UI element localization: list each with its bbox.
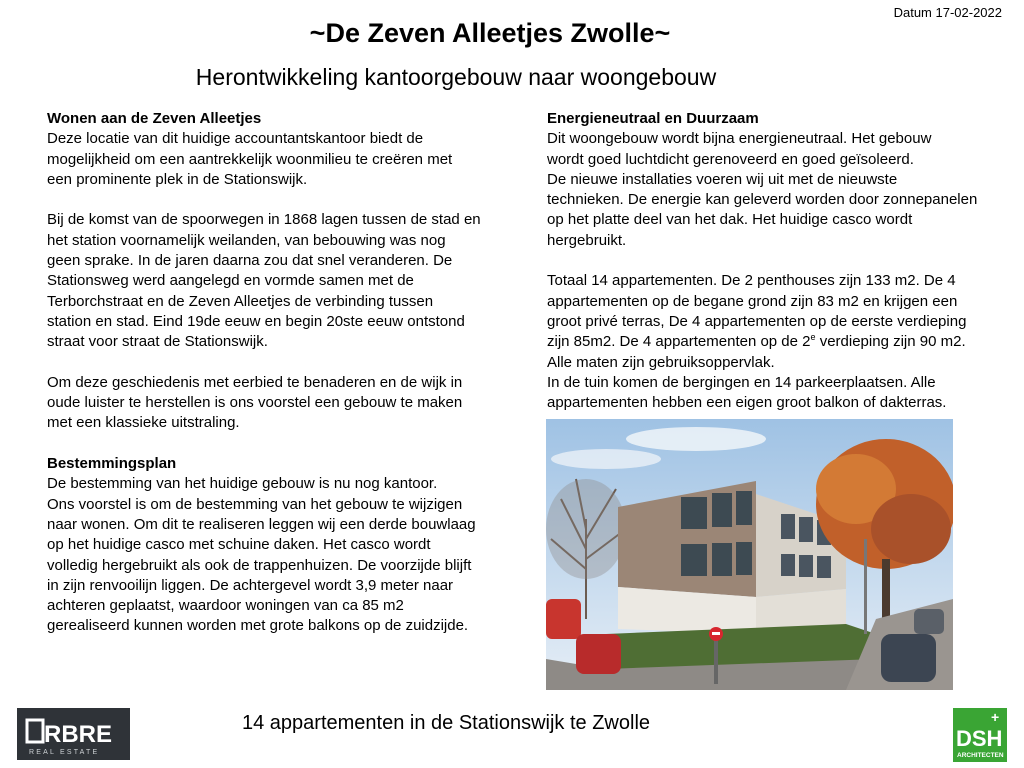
superscript: e — [810, 332, 816, 343]
rbre-logo — [17, 708, 130, 760]
text-line: mogelijkheid om een aantrekkelijk woonmilieu te creëren met — [47, 150, 453, 168]
text-line: gerealiseerd kunnen worden met grote balkons op de zuidzijde. — [47, 617, 469, 635]
logo-text: RBRE — [44, 721, 113, 748]
text-line: Totaal 14 appartementen. De 2 penthouses zijn 133 m2. De 4 — [547, 272, 956, 290]
building-photo — [546, 419, 953, 690]
text-line: station en stad. Eind 19de eeuw en begin 20ste eeuw ontstond — [47, 312, 465, 330]
logo-plus: + — [991, 709, 1000, 725]
text-line: wordt goed luchtdicht gerenoveerd en goed geïsoleerd. — [547, 150, 914, 168]
section-energie — [547, 109, 1003, 251]
dsh-architecten-logo — [953, 708, 1007, 762]
text-line: technieken. De energie kan geleverd worden door zonnepanelen — [547, 191, 978, 209]
text-fragment: zijn 85m2. De 4 appartementen op de 2 — [547, 333, 811, 351]
right-column — [547, 109, 1003, 434]
section-bestemmingsplan — [47, 454, 509, 637]
left-column — [47, 109, 509, 657]
page-title: ~De Zeven Alleetjes Zwolle~ — [309, 18, 671, 48]
footer-caption: 14 appartementen in de Stationswijk te Zwolle — [242, 712, 651, 734]
section-heading: Wonen aan de Zeven Alleetjes — [47, 110, 262, 127]
logo-subtext: ARCHITECTEN — [957, 752, 1004, 759]
text-line: naar wonen. Om dit te realiseren leggen wij een derde bouwlaag — [47, 515, 476, 533]
text-line: een prominente plek in de Stationswijk. — [47, 170, 308, 188]
text-line: De bestemming van het huidige gebouw is nu nog kantoor. — [47, 475, 438, 493]
page-subtitle: Herontwikkeling kantoorgebouw naar woongebouw — [195, 64, 717, 90]
section-heading: Bestemmingsplan — [47, 455, 177, 473]
text-line: achteren geplaatst, waardoor woningen van ca 85 m2 — [47, 597, 404, 615]
text-line: straat voor straat de Stationswijk. — [47, 333, 268, 351]
text-fragment: verdieping zijn 90 m2. — [815, 333, 966, 351]
logo-text: DSH — [956, 726, 1003, 751]
text-line: volledig hergebruikt als ook de trappenhuizen. De voorzijde blijft — [47, 556, 472, 574]
text-line: Terborchstraat en de Zeven Alleetjes de verbinding tussen — [47, 292, 434, 310]
logo-subtext: REAL ESTATE — [29, 749, 100, 756]
date-label: Datum 17-02-2022 — [893, 5, 1002, 20]
text-line: In de tuin komen de bergingen en 14 parkeerplaatsen. Alle — [547, 373, 936, 391]
text-line: appartementen op de begane grond zijn 83 m2 en krijgen een — [547, 292, 958, 310]
paragraph-proposal — [47, 373, 509, 434]
text-line: het station voornamelijk weilanden, van bebouwing was nog — [47, 231, 446, 249]
text-line: Deze locatie van dit huidige accountantskantoor biedt de — [47, 130, 424, 148]
section-wonen — [47, 109, 509, 190]
paragraph-history — [47, 210, 509, 352]
text-line: op het huidige casco met schuine daken. Het casco wordt — [47, 536, 431, 554]
text-line: met een klassieke uitstraling. — [47, 414, 240, 432]
text-line: appartementen hebben een eigen groot balkon of dakterras. — [547, 394, 947, 412]
text-line: Om deze geschiedenis met eerbied te benaderen en de wijk in — [47, 373, 463, 391]
text-line: groot privé terras, De 4 appartementen op de eerste verdieping — [547, 312, 967, 330]
text-line: Alle maten zijn gebruiksoppervlak. — [547, 353, 775, 371]
text-line: Ons voorstel is om de bestemming van het gebouw te wijzigen — [47, 495, 463, 513]
text-line: in zijn renvooilijn liggen. De achtergevel wordt 3,9 meter naar — [47, 576, 454, 594]
text-line: Stationsweg werd aangelegd en vormde samen met de — [47, 272, 414, 290]
text-line: Dit woongebouw wordt bijna energieneutraal. Het gebouw — [547, 130, 932, 148]
text-line: op het platte deel van het dak. Het huidige casco wordt — [547, 211, 913, 229]
paragraph-apartments — [547, 271, 1003, 413]
text-line — [547, 332, 1003, 352]
text-line: hergebruikt. — [547, 231, 627, 249]
text-line: Bij de komst van de spoorwegen in 1868 lagen tussen de stad en — [47, 211, 481, 229]
text-line: geen sprake. In de jaren daarna zou dat snel veranderen. De — [47, 252, 453, 270]
text-line: oude luister te herstellen is ons voorstel een gebouw te maken — [47, 394, 463, 412]
section-heading: Energieneutraal en Duurzaam — [547, 110, 759, 127]
text-line: De nieuwe installaties voeren wij uit met de nieuwste — [547, 170, 898, 188]
